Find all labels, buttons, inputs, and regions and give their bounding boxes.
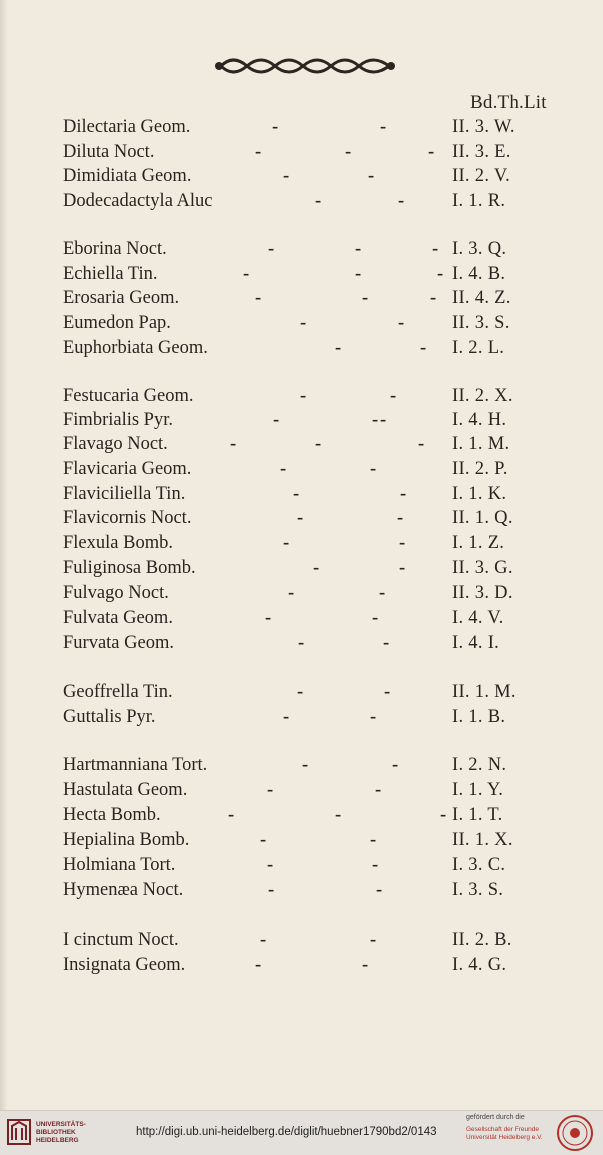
volume-reference: II. 2. P. (452, 459, 508, 479)
volume-reference: I. 4. G. (452, 955, 507, 975)
species-name: Fulvata Geom. (63, 608, 173, 628)
column-header: Bd.Th.Lit (470, 92, 547, 113)
volume-reference: II. 3. E. (452, 142, 511, 162)
species-name: Flavago Noct. (63, 434, 168, 454)
leader-dash: - (375, 780, 382, 800)
leader-dash: - (335, 805, 342, 825)
species-name: Flavicornis Noct. (63, 508, 192, 528)
species-name: Geoffrella Tin. (63, 682, 173, 702)
leader-dash: - (298, 633, 305, 653)
leader-dash: - (362, 955, 369, 975)
volume-reference: II. 3. D. (452, 583, 513, 603)
leader-dash: - (380, 117, 387, 137)
index-entry (0, 608, 603, 632)
index-entry (0, 780, 603, 804)
leader-dash: - (399, 558, 406, 578)
leader-dash: - (273, 410, 280, 430)
leader-dash: - (384, 682, 391, 702)
index-entry (0, 338, 603, 362)
volume-reference: I. 1. B. (452, 707, 506, 727)
index-entry (0, 459, 603, 483)
leader-dash: - (255, 955, 262, 975)
species-name: Dimidiata Geom. (63, 166, 192, 186)
leader-dash: - (313, 558, 320, 578)
species-name: Furvata Geom. (63, 633, 174, 653)
species-name: Fulvago Noct. (63, 583, 169, 603)
index-entry (0, 410, 603, 434)
index-entry (0, 880, 603, 904)
volume-reference: I. 1. T. (452, 805, 503, 825)
leader-dash: - (297, 682, 304, 702)
index-entry (0, 682, 603, 706)
species-name: Fimbrialis Pyr. (63, 410, 173, 430)
leader-dash: - (390, 386, 397, 406)
leader-dash: - (370, 830, 377, 850)
volume-reference: II. 4. Z. (452, 288, 511, 308)
leader-dash: - (283, 707, 290, 727)
leader-dash: - (280, 459, 287, 479)
leader-dash: - (400, 484, 407, 504)
index-entry (0, 313, 603, 337)
species-name: Eborina Noct. (63, 239, 167, 259)
species-name: Eumedon Pap. (63, 313, 171, 333)
species-name: Hartmanniana Tort. (63, 755, 208, 775)
volume-reference: II. 2. X. (452, 386, 513, 406)
leader-dash: - (362, 288, 369, 308)
leader-dash: - (283, 533, 290, 553)
funded-by-label: gefördert durch die (466, 1114, 525, 1121)
leader-dash: - (432, 239, 439, 259)
volume-reference: I. 4. V. (452, 608, 504, 628)
leader-dash: - (379, 583, 386, 603)
volume-reference: I. 3. S. (452, 880, 504, 900)
index-entry (0, 142, 603, 166)
leader-dash: - (267, 780, 274, 800)
footer-bar (0, 1110, 603, 1155)
index-entry (0, 434, 603, 458)
leader-dash: - (335, 338, 342, 358)
index-entry (0, 484, 603, 508)
leader-dash: - (370, 930, 377, 950)
index-entry (0, 633, 603, 657)
index-entry (0, 830, 603, 854)
volume-reference: I. 4. B. (452, 264, 506, 284)
species-name: Dilectaria Geom. (63, 117, 191, 137)
species-name: Dodecadactyla Aluc (63, 191, 213, 211)
leader-dash: - (437, 264, 444, 284)
leader-dash: - (398, 313, 405, 333)
species-name: Flexula Bomb. (63, 533, 173, 553)
volume-reference: I. 3. Q. (452, 239, 507, 259)
volume-reference: II. 3. W. (452, 117, 515, 137)
university-library-logo-icon (6, 1116, 32, 1148)
leader-dash: - (418, 434, 425, 454)
species-name: Guttalis Pyr. (63, 707, 156, 727)
index-entry (0, 191, 603, 215)
leader-dash: - (255, 288, 262, 308)
species-name: I cinctum Noct. (63, 930, 179, 950)
species-name: Flavicaria Geom. (63, 459, 192, 479)
leader-dash: - (372, 855, 379, 875)
leader-dash: - (272, 117, 279, 137)
leader-dash: - (383, 633, 390, 653)
species-name: Hymenæa Noct. (63, 880, 184, 900)
leader-dash: - (430, 288, 437, 308)
index-entry (0, 558, 603, 582)
volume-reference: II. 1. X. (452, 830, 513, 850)
volume-reference: II. 3. S. (452, 313, 510, 333)
leader-dash: - (268, 239, 275, 259)
volume-reference: II. 3. G. (452, 558, 513, 578)
leader-dash: - (376, 880, 383, 900)
leader-dash: - (372, 410, 379, 430)
leader-dash: - (230, 434, 237, 454)
index-entry (0, 166, 603, 190)
volume-reference: I. 4. I. (452, 633, 500, 653)
species-name: Erosaria Geom. (63, 288, 180, 308)
society-name: Gesellschaft der Freunde Universität Heidelberg e.V. (466, 1126, 543, 1141)
leader-dash: - (355, 264, 362, 284)
species-name: Fuliginosa Bomb. (63, 558, 196, 578)
index-entry (0, 508, 603, 532)
volume-reference: II. 1. Q. (452, 508, 513, 528)
volume-reference: II. 2. V. (452, 166, 511, 186)
leader-dash: - (370, 707, 377, 727)
leader-dash: - (300, 386, 307, 406)
leader-dash: - (315, 191, 322, 211)
leader-dash: - (243, 264, 250, 284)
leader-dash: - (283, 166, 290, 186)
species-name: Flaviciliella Tin. (63, 484, 186, 504)
volume-reference: I. 4. H. (452, 410, 507, 430)
index-entry (0, 533, 603, 557)
leader-dash: - (398, 191, 405, 211)
leader-dash: - (372, 608, 379, 628)
volume-reference: I. 3. C. (452, 855, 506, 875)
leader-dash: - (420, 338, 427, 358)
index-entry (0, 264, 603, 288)
species-name: Insignata Geom. (63, 955, 186, 975)
leader-dash: - (297, 508, 304, 528)
leader-dash: - (265, 608, 272, 628)
leader-dash: - (380, 410, 387, 430)
volume-reference: I. 1. K. (452, 484, 507, 504)
volume-reference: I. 1. Z. (452, 533, 505, 553)
leader-dash: - (345, 142, 352, 162)
index-entry (0, 386, 603, 410)
leader-dash: - (293, 484, 300, 504)
volume-reference: II. 2. B. (452, 930, 512, 950)
leader-dash: - (397, 508, 404, 528)
volume-reference: II. 1. M. (452, 682, 516, 702)
leader-dash: - (428, 142, 435, 162)
species-name: Hastulata Geom. (63, 780, 188, 800)
leader-dash: - (368, 166, 375, 186)
decorative-ornament (213, 50, 397, 82)
volume-reference: I. 2. N. (452, 755, 507, 775)
leader-dash: - (228, 805, 235, 825)
index-entry (0, 583, 603, 607)
index-entry (0, 955, 603, 979)
index-entry (0, 239, 603, 263)
species-name: Hecta Bomb. (63, 805, 161, 825)
species-name: Diluta Noct. (63, 142, 155, 162)
leader-dash: - (300, 313, 307, 333)
page-url-link[interactable]: http://digi.ub.uni-heidelberg.de/diglit/huebner1790bd2/0143 (136, 1126, 437, 1138)
library-name: UNIVERSITÄTS- BIBLIOTHEK HEIDELBERG (36, 1121, 86, 1144)
index-entry (0, 855, 603, 879)
leader-dash: - (302, 755, 309, 775)
university-seal-icon (556, 1114, 594, 1152)
leader-dash: - (255, 142, 262, 162)
species-name: Hepialina Bomb. (63, 830, 190, 850)
species-name: Festucaria Geom. (63, 386, 194, 406)
index-entry (0, 117, 603, 141)
leader-dash: - (260, 830, 267, 850)
index-entry (0, 755, 603, 779)
leader-dash: - (370, 459, 377, 479)
leader-dash: - (315, 434, 322, 454)
leader-dash: - (267, 855, 274, 875)
leader-dash: - (399, 533, 406, 553)
volume-reference: I. 1. Y. (452, 780, 504, 800)
leader-dash: - (440, 805, 447, 825)
species-name: Echiella Tin. (63, 264, 158, 284)
volume-reference: I. 1. M. (452, 434, 510, 454)
index-entry (0, 930, 603, 954)
leader-dash: - (268, 880, 275, 900)
leader-dash: - (288, 583, 295, 603)
leader-dash: - (260, 930, 267, 950)
species-name: Euphorbiata Geom. (63, 338, 208, 358)
index-entry (0, 805, 603, 829)
index-entry (0, 707, 603, 731)
index-entry (0, 288, 603, 312)
volume-reference: I. 2. L. (452, 338, 505, 358)
leader-dash: - (392, 755, 399, 775)
species-name: Holmiana Tort. (63, 855, 176, 875)
volume-reference: I. 1. R. (452, 191, 506, 211)
leader-dash: - (355, 239, 362, 259)
